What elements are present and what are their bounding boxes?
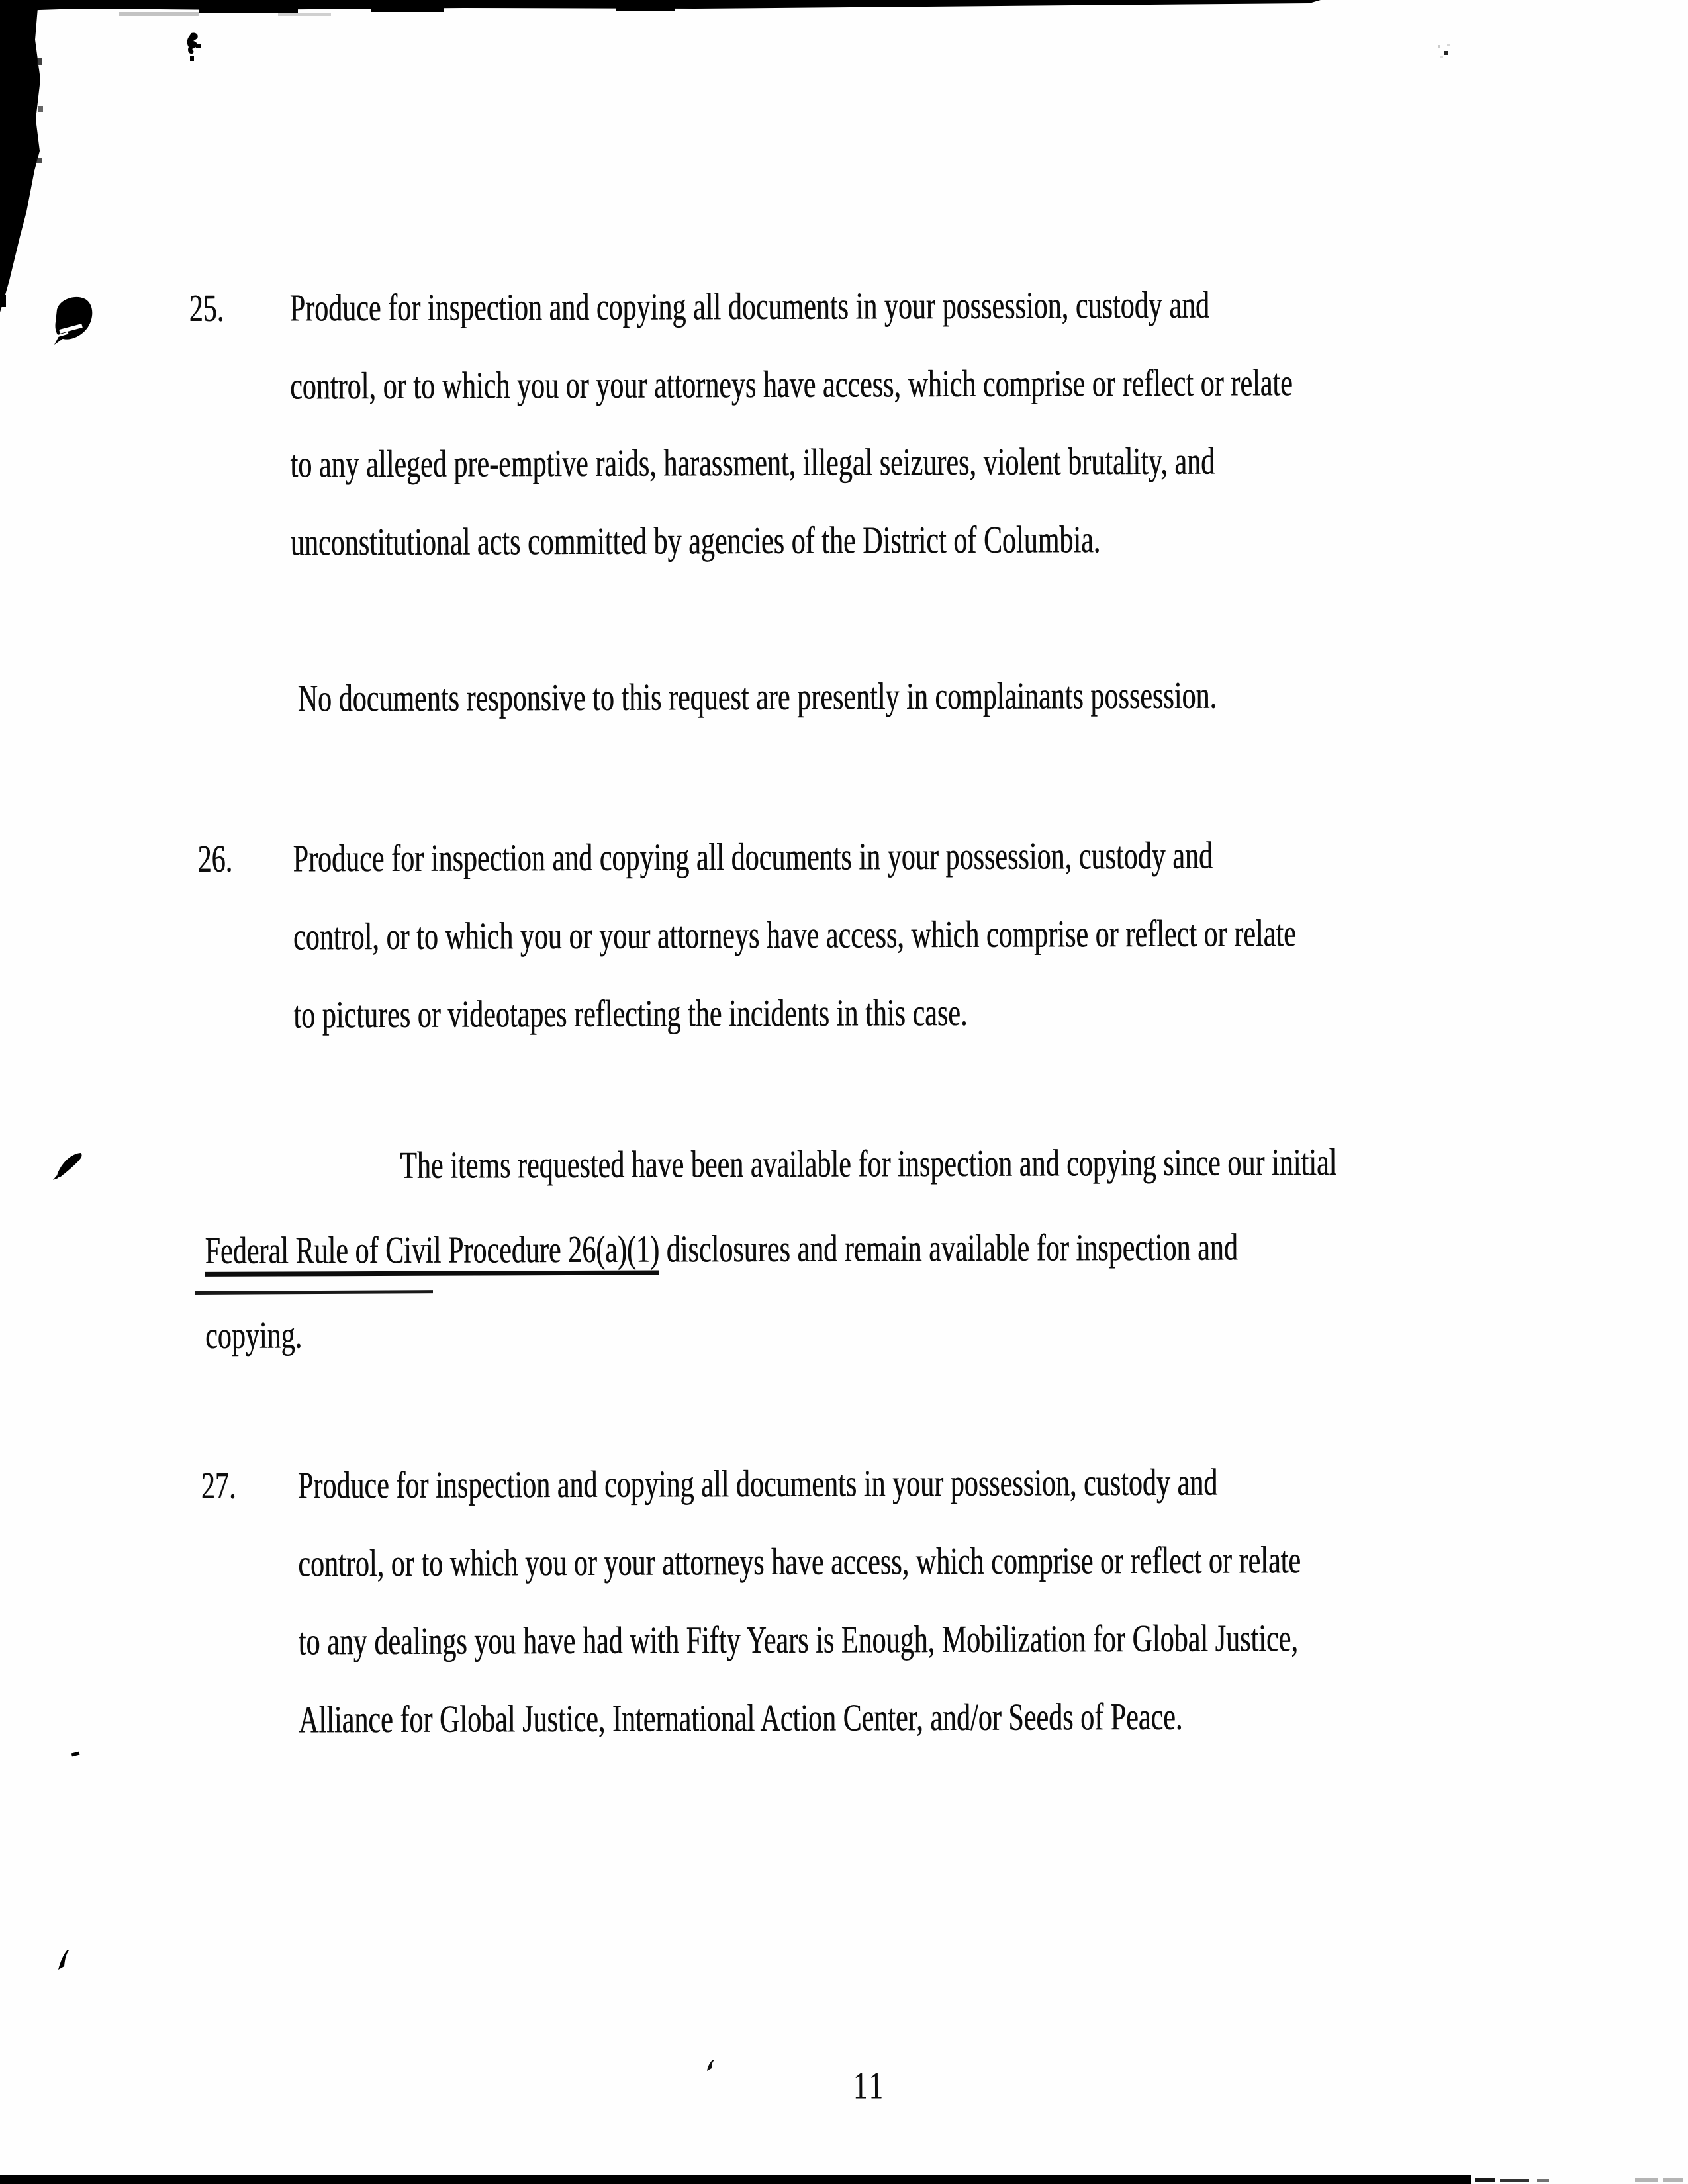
text-line: [290, 422, 1215, 504]
text-segment: control, or to which you or your attorneys have access, which comprise or reflect or relate: [289, 361, 1293, 408]
text-line: [298, 1521, 1301, 1602]
response-paragraph: [2, 655, 1688, 720]
text-line: [289, 266, 1209, 347]
text-segment: Alliance for Global Justice, International Action Center, and/or Seeds of Peace.: [298, 1694, 1183, 1741]
text-line: [205, 1205, 1238, 1293]
page-number: 11: [853, 2064, 886, 2107]
scan-artifact-bottom-dash: [1500, 2179, 1529, 2182]
text-line: [290, 343, 1293, 425]
text-line: [299, 1678, 1183, 1759]
text-segment: to any dealings you have had with Fifty Years is Enough, Mobilization for Global Justice,: [298, 1616, 1298, 1663]
item-number: 27.: [201, 1463, 236, 1507]
request-item-25: [1, 264, 1688, 564]
text-segment: unconstitutional acts committed by agencies of the District of Columbia.: [290, 518, 1101, 564]
text-line: [293, 894, 1296, 976]
text-segment: control, or to which you or your attorneys have access, which comprise or reflect or relate: [293, 911, 1296, 958]
text-segment: disclosures and remain available for inspection and: [659, 1225, 1238, 1271]
underlined-citation: Federal Rule of Civil Procedure 26(a)(1): [205, 1228, 659, 1277]
item-number: 26.: [197, 837, 233, 880]
text-segment: The items requested have been available for inspection and copying since our initial: [400, 1140, 1337, 1187]
request-item-26: [3, 815, 1688, 1036]
text-segment: to pictures or videotapes reflecting the incidents in this case.: [293, 990, 968, 1036]
text-line: [293, 817, 1213, 898]
request-item-27: [5, 1441, 1688, 1741]
text-line: [291, 500, 1101, 581]
text-segment: No documents responsive to this request are presently in complainants possession.: [297, 673, 1217, 720]
text-line: [297, 657, 1217, 738]
response-paragraph: [4, 1118, 1688, 1357]
text-line: [298, 1599, 1298, 1680]
item-number: 25.: [189, 286, 224, 330]
text-segment: Produce for inspection and copying all documents in your possession, custody and: [293, 833, 1213, 880]
scan-artifact-bottom-dash-faint: [1635, 2178, 1658, 2182]
text-segment: copying.: [205, 1313, 303, 1357]
text-segment: Produce for inspection and copying all documents in your possession, custody and: [289, 283, 1210, 330]
text-segment: Produce for inspection and copying all documents in your possession, custody and: [297, 1460, 1218, 1507]
scan-artifact-bottom-dash: [1537, 2179, 1549, 2182]
text-line: [205, 1293, 303, 1378]
text-segment: to any alleged pre-emptive raids, harassment, illegal seizures, violent brutality, and: [290, 439, 1215, 486]
text-segment: control, or to which you or your attorneys have access, which comprise or reflect or relate: [298, 1538, 1301, 1585]
text-line: [293, 974, 968, 1054]
text-line: [400, 1120, 1337, 1208]
text-line: [298, 1443, 1218, 1525]
scan-artifact-bottom-dash-faint: [1663, 2178, 1683, 2182]
